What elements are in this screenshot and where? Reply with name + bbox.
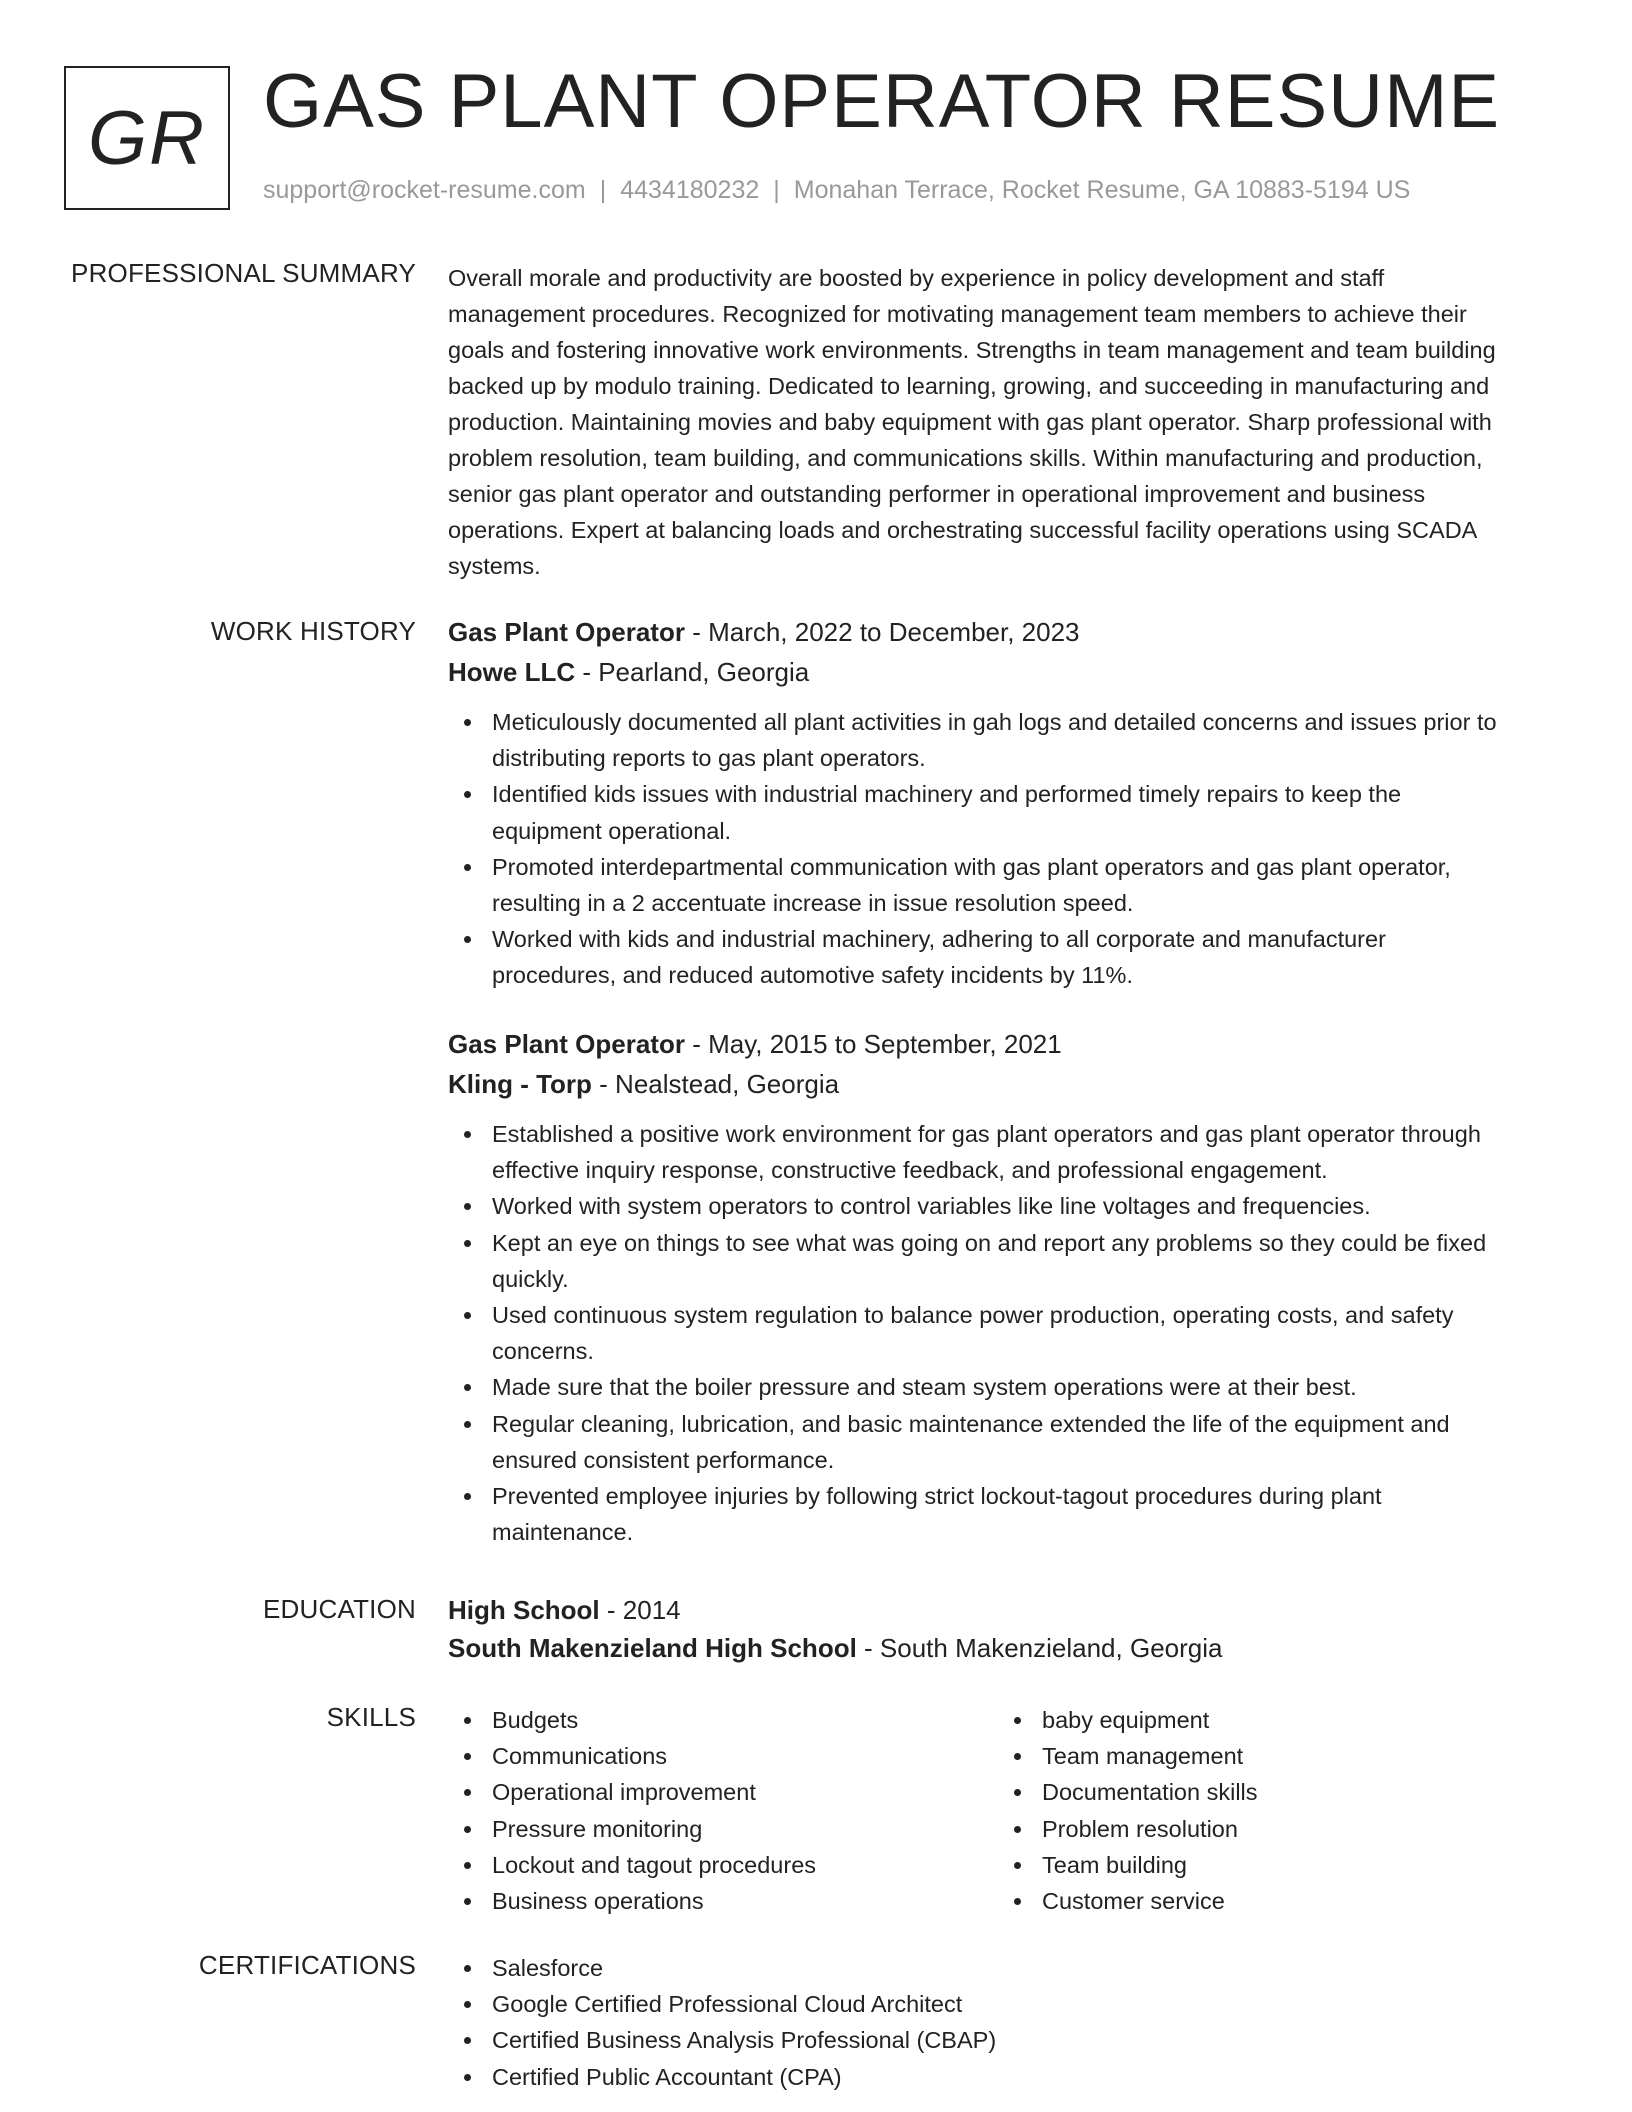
list-item: Promoted interdepartmental communication with gas plant operators and gas plant operator, resulting in a 2 accentuate increase in issue resolution speed. (448, 849, 1568, 921)
education-location: - South Makenzieland, Georgia (856, 1633, 1223, 1663)
job-dates: - May, 2015 to September, 2021 (684, 1029, 1062, 1059)
contact-line (263, 176, 1410, 205)
section-label-summary: PROFESSIONAL SUMMARY (71, 258, 416, 288)
contact-separator: | (773, 176, 780, 204)
list-item: Kept an eye on things to see what was going on and report any problems so they could be fixed quickly. (448, 1225, 1568, 1297)
list-item: Pressure monitoring (448, 1811, 998, 1847)
skills-column-right (998, 1702, 1548, 1919)
job-dates: - March, 2022 to December, 2023 (684, 617, 1080, 647)
list-item: Budgets (448, 1702, 998, 1738)
list-item: Established a positive work environment for gas plant operators and gas plant operator through effective inquiry response, constructive feedback, and professional engagement. (448, 1116, 1568, 1188)
job-location: - Nealstead, Georgia (591, 1069, 840, 1099)
education-degree: High School (448, 1595, 600, 1625)
section-label-certifications: CERTIFICATIONS (198, 1950, 416, 1980)
list-item: Prevented employee injuries by following strict lockout-tagout procedures during plant maintenance. (448, 1478, 1568, 1550)
job-entry (448, 612, 1568, 994)
job-title-line (448, 1024, 1568, 1064)
list-item: Communications (448, 1738, 998, 1774)
list-item: Regular cleaning, lubrication, and basic maintenance extended the life of the equipment and ensured consistent performance. (448, 1406, 1568, 1478)
list-item: Salesforce (448, 1950, 1568, 1986)
education-entry (448, 1590, 1568, 1668)
list-item: Certified Public Accountant (CPA) (448, 2059, 1568, 2095)
contact-phone: 4434180232 (620, 176, 760, 204)
list-item: Customer service (998, 1883, 1548, 1919)
list-item: Team building (998, 1847, 1548, 1883)
summary-line: problem resolution, team building, and communications skills. Within manufacturing and production, (448, 445, 1483, 471)
section-label-education: EDUCATION (263, 1594, 416, 1624)
job-company: Howe LLC (448, 657, 576, 687)
education-year: - 2014 (599, 1595, 681, 1625)
education-school-line (448, 1628, 1568, 1668)
job-location: - Pearland, Georgia (575, 657, 810, 687)
resume-title: GAS PLANT OPERATOR RESUME (263, 59, 1501, 144)
list-item: Certified Business Analysis Professional (CBAP) (448, 2022, 1568, 2058)
job-company: Kling - Torp (448, 1069, 592, 1099)
contact-separator: | (599, 176, 607, 204)
monogram-initials: GR (88, 95, 206, 181)
skills-grid (448, 1702, 1568, 1919)
summary-line: operations. Expert at balancing loads and orchestrating successful facility operations using SCADA (448, 517, 1478, 543)
summary-line: senior gas plant operator and outstanding performer in operational improvement and business (448, 481, 1426, 507)
list-item: Operational improvement (448, 1774, 998, 1810)
job-title: Gas Plant Operator (448, 1029, 685, 1059)
job-company-line (448, 652, 1568, 692)
list-item: baby equipment (998, 1702, 1548, 1738)
job-entry (448, 1024, 1568, 1550)
list-item: Used continuous system regulation to balance power production, operating costs, and safety concerns. (448, 1297, 1568, 1369)
summary-line: backed up by modulo training. Dedicated to learning, growing, and succeeding in manufacturing and (448, 373, 1490, 399)
list-item: Worked with kids and industrial machinery, adhering to all corporate and manufacturer procedures, and reduced automotive safety incidents by 11%. (448, 921, 1568, 993)
list-item: Documentation skills (998, 1774, 1548, 1810)
education-school: South Makenzieland High School (448, 1633, 857, 1663)
summary-line: goals and fostering innovative work environments. Strengths in team management and team building (448, 337, 1496, 363)
list-item: Lockout and tagout procedures (448, 1847, 998, 1883)
summary-line: production. Maintaining movies and baby equipment with gas plant operator. Sharp professional with (448, 409, 1492, 435)
summary-line: management procedures. Recognized for motivating management team members to achieve their (448, 301, 1467, 327)
contact-address: Monahan Terrace, Rocket Resume, GA 10883-5194 US (793, 176, 1411, 204)
monogram-badge (64, 66, 230, 210)
list-item: Team management (998, 1738, 1548, 1774)
list-item: Meticulously documented all plant activities in gah logs and detailed concerns and issues prior to distributing reports to gas plant operators. (448, 704, 1568, 776)
skills-column-left (448, 1702, 998, 1919)
section-label-skills: SKILLS (326, 1702, 416, 1732)
list-item: Worked with system operators to control variables like line voltages and frequencies. (448, 1188, 1568, 1224)
certifications-list (448, 1950, 1568, 2095)
job-title-line (448, 612, 1568, 652)
education-degree-line (448, 1590, 1568, 1630)
job-bullets (448, 1116, 1568, 1550)
contact-email: support@rocket-resume.com (263, 176, 586, 204)
section-label-work: WORK HISTORY (210, 616, 416, 646)
summary-line: Overall morale and productivity are boosted by experience in policy development and staff (448, 265, 1385, 291)
certifications-list-wrap (448, 1950, 1568, 2095)
list-item: Problem resolution (998, 1811, 1548, 1847)
list-item: Business operations (448, 1883, 998, 1919)
list-item: Google Certified Professional Cloud Architect (448, 1986, 1568, 2022)
job-bullets (448, 704, 1568, 994)
summary-line: systems. (448, 553, 541, 579)
summary-text (448, 260, 1568, 584)
job-company-line (448, 1064, 1568, 1104)
list-item: Made sure that the boiler pressure and steam system operations were at their best. (448, 1369, 1568, 1405)
list-item: Identified kids issues with industrial machinery and performed timely repairs to keep the equipment operational. (448, 776, 1568, 848)
job-title: Gas Plant Operator (448, 617, 685, 647)
